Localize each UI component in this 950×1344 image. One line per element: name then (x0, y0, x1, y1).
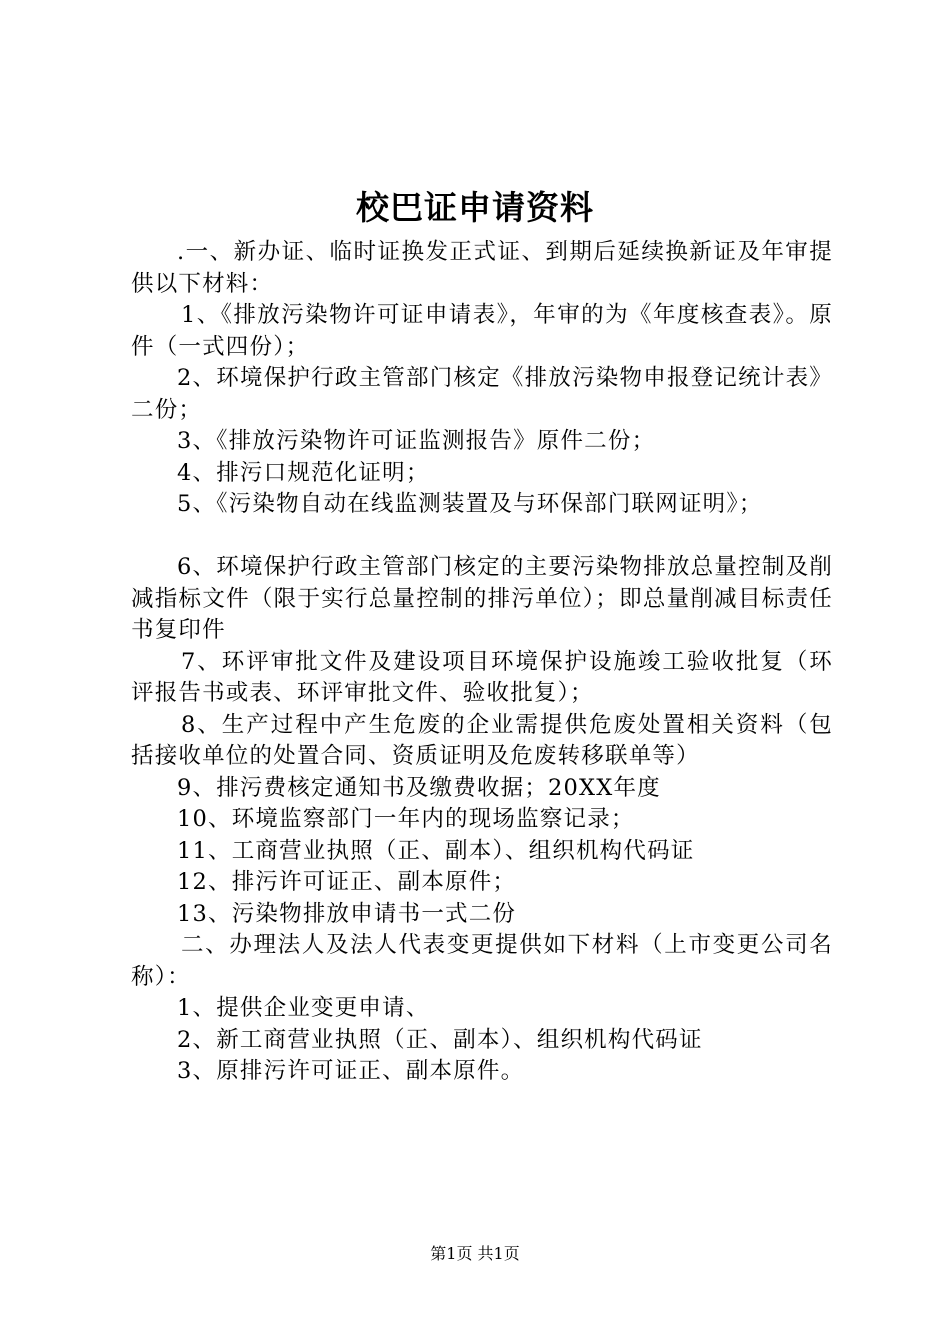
page-footer: 第1页 共1页 (430, 1244, 520, 1263)
section-two-heading: 二、办理法人及法人代表变更提供如下材料（上市变更公司名称）： (131, 932, 833, 990)
list-item: 9、排污费核定通知书及缴费收据；20XX年度 (177, 774, 661, 801)
list-item: 4、排污口规范化证明； (177, 459, 430, 486)
list-item: 13、污染物排放申请书一式二份 (177, 900, 517, 927)
list-item: 1、提供企业变更申请、 (177, 995, 430, 1021)
list-item: 3、原排污许可证正、副本原件。 (177, 1058, 525, 1084)
list-item: 10、环境监察部门一年内的现场监察记录； (177, 806, 635, 832)
list-item: 2、环境保护行政主管部门核定《排放污染物申报登记统计表》二份； (131, 365, 833, 423)
list-item: 2、新工商营业执照（正、副本）、组织机构代码证 (177, 1026, 703, 1053)
list-item: 5、《污染物自动在线监测装置及与环保部门联网证明》； (177, 491, 763, 517)
document-title: 校巴证申请资料 (356, 188, 594, 227)
list-item: 1、《排放污染物许可证申请表》，年审的为《年度核查表》。原件（一式四份）； (131, 302, 833, 360)
list-item: 12、排污许可证正、副本原件； (177, 869, 517, 895)
list-item: 8、生产过程中产生危废的企业需提供危废处置相关资料（包括接收单位的处置合同、资质证明及危废转移联单等） (131, 711, 833, 769)
section-one-heading: .一、新办证、临时证换发正式证、到期后延续换新证及年审提供以下材料： (131, 239, 833, 297)
list-item: 11、工商营业执照（正、副本）、组织机构代码证 (177, 837, 695, 864)
document-body (131, 237, 833, 1088)
list-item: 6、环境保护行政主管部门核定的主要污染物排放总量控制及削减指标文件（限于实行总量控制的排污单位）；即总量削减目标责任书复印件 (131, 554, 833, 643)
list-item: 7、环评审批文件及建设项目环境保护设施竣工验收批复（环评报告书或表、环评审批文件、验收批复）； (131, 648, 833, 706)
list-item: 3、《排放污染物许可证监测报告》原件二份； (177, 428, 656, 454)
